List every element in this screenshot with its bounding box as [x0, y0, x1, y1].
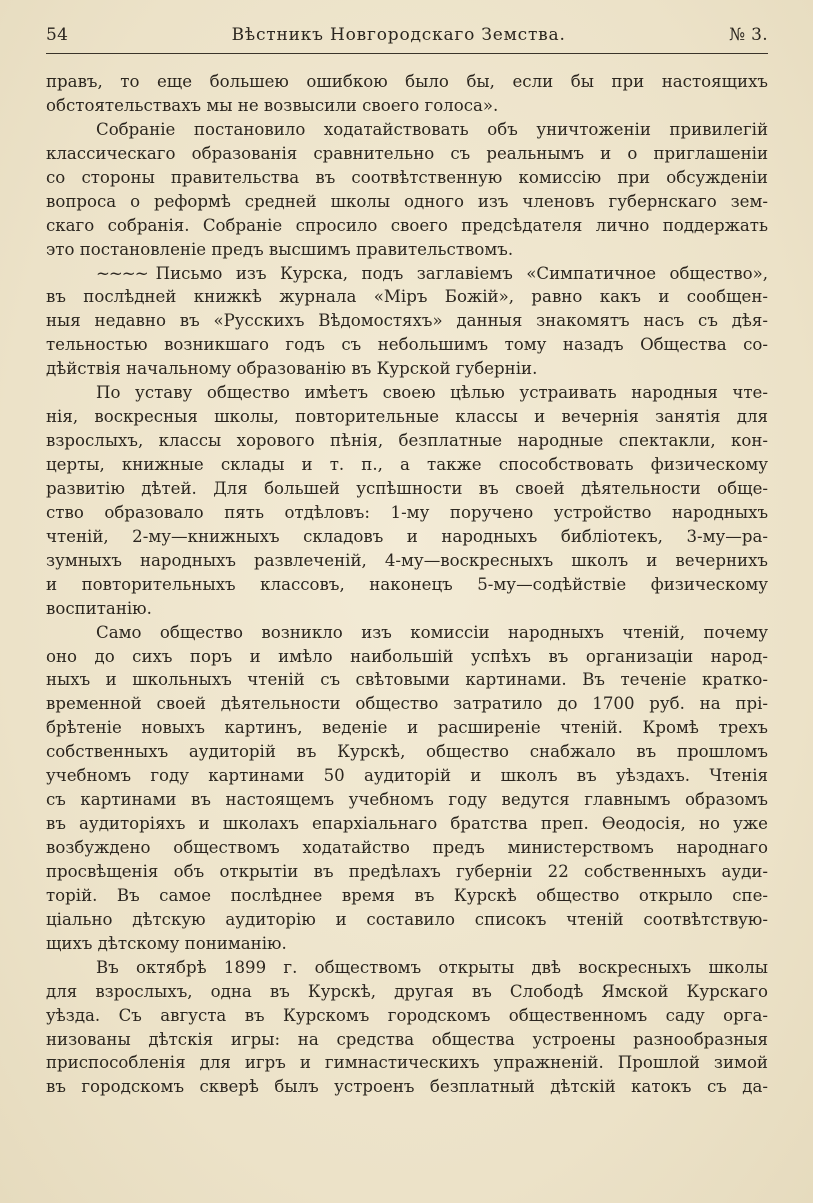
issue-number: № 3. [729, 25, 768, 45]
line-text: воспитанію. [46, 598, 152, 618]
text-line [46, 381, 768, 405]
text-line [46, 525, 768, 549]
line-text: нія, воскресныя школы, повторительные классы и вечернія занятія для [46, 407, 768, 427]
text-line [46, 357, 768, 381]
line-text: торій. Въ самое послѣднее время въ Курскѣ общество открыло спе- [46, 885, 768, 905]
text-line [46, 405, 768, 429]
line-text: взрослыхъ, классы хорового пѣнія, безплатные народные спектакли, кон- [46, 431, 768, 451]
text-line [46, 597, 768, 621]
article-body [46, 70, 768, 1099]
text-line [46, 166, 768, 190]
text-line [46, 764, 768, 788]
line-text: правъ, то еще большею ошибкою было бы, если бы при настоящихъ [46, 72, 768, 91]
line-text: зумныхъ народныхъ развлеченій, 4-му—воскресныхъ школъ и вечернихъ [46, 550, 768, 570]
line-text: и повторительныхъ классовъ, наконецъ 5-му—содѣйствіе физическому [46, 574, 768, 594]
line-text: приспособленія для игръ и гимнастическихъ упражненій. Прошлой зимой [46, 1053, 768, 1073]
text-line [46, 860, 768, 884]
text-line [46, 453, 768, 477]
line-text: учебномъ году картинами 50 аудиторій и школъ въ уѣздахъ. Чтенія [46, 766, 768, 786]
line-text: Письмо изъ Курска, подъ заглавіемъ «Симпатичное общество», [155, 263, 768, 283]
line-text: церты, книжные склады и т. п., а также способствовать физическому [46, 455, 768, 474]
line-text: чтеній, 2-му—книжныхъ складовъ и народныхъ библіотекъ, 3-му—ра- [46, 526, 768, 546]
text-line [46, 285, 768, 309]
text-line [46, 932, 768, 956]
text-line [46, 884, 768, 908]
text-line [46, 1075, 768, 1099]
section-dash-mark: ~~~~ [96, 263, 148, 283]
text-line [46, 740, 768, 764]
line-text: для взрослыхъ, одна въ Курскѣ, другая въ Слободѣ Ямской Курскаго [46, 981, 768, 1001]
line-text: въ городскомъ скверѣ былъ устроенъ безплатный дѣтскій катокъ съ да- [46, 1077, 768, 1097]
text-line [46, 908, 768, 932]
line-text: обстоятельствахъ мы не возвысили своего голоса». [46, 95, 499, 115]
text-line [46, 956, 768, 980]
running-header [46, 22, 768, 48]
text-line [46, 788, 768, 812]
line-text: Въ октябрѣ 1899 г. обществомъ открыты двѣ воскресныхъ школы [96, 957, 768, 977]
line-text: развитію дѣтей. Для большей успѣшности въ своей дѣятельности обще- [46, 478, 768, 498]
line-text: временной своей дѣятельности общество затратило до 1700 руб. на прі- [46, 694, 768, 714]
text-line [46, 549, 768, 573]
text-line [46, 668, 768, 692]
line-text: тельностью возникшаго годъ съ небольшимъ тому назадъ Общества со- [46, 335, 768, 355]
text-line [46, 645, 768, 669]
text-line [46, 1051, 768, 1075]
line-text: съ картинами въ настоящемъ учебномъ году ведутся главнымъ образомъ [46, 790, 768, 810]
line-text: это постановленіе предъ высшимъ правительствомъ. [46, 239, 514, 259]
line-text: уѣзда. Съ августа въ Курскомъ городскомъ общественномъ саду орга- [46, 1005, 768, 1025]
text-line [46, 1004, 768, 1028]
line-text: низованы дѣтскія игры: на средства общества устроены разнообразныя [46, 1029, 768, 1049]
text-line [46, 333, 768, 357]
line-text: скаго собранія. Собраніе спросило своего предсѣдателя лично поддержать [46, 215, 768, 235]
text-line [46, 501, 768, 525]
text-line [46, 621, 768, 645]
text-line [46, 980, 768, 1004]
text-line [46, 70, 768, 94]
text-line [46, 238, 768, 262]
text-line [46, 429, 768, 453]
page-number: 54 [46, 25, 69, 45]
line-text: собственныхъ аудиторій въ Курскѣ, общество снабжало въ прошломъ [46, 742, 768, 762]
text-line [46, 94, 768, 118]
text-line [46, 477, 768, 501]
line-text: со стороны правительства въ соотвѣтственную комиссію при обсужденіи [46, 167, 768, 187]
text-line [46, 309, 768, 333]
text-line [46, 716, 768, 740]
journal-title: Вѣстникъ Новгородскаго Земства. [231, 25, 566, 45]
line-text: брѣтеніе новыхъ картинъ, веденіе и расширеніе чтеній. Кромѣ трехъ [46, 718, 768, 738]
line-text: въ аудиторіяхъ и школахъ епархіальнаго братства преп. Ѳеодосія, но уже [46, 814, 768, 834]
line-text: Само общество возникло изъ комиссіи народныхъ чтеній, почему [96, 622, 768, 642]
text-line [46, 262, 768, 286]
line-text: По уставу общество имѣетъ своею цѣлью устраивать народныя чте- [96, 383, 768, 403]
line-text: щихъ дѣтскому пониманію. [46, 933, 287, 953]
text-line [46, 118, 768, 142]
text-line [46, 214, 768, 238]
line-text: ціально дѣтскую аудиторію и составило списокъ чтеній соотвѣтствую- [46, 909, 768, 929]
text-line [46, 812, 768, 836]
line-text: классическаго образованія сравнительно съ реальнымъ и о приглашеніи [46, 143, 768, 163]
line-text: вопроса о реформѣ средней школы одного изъ членовъ губернскаго зем- [46, 191, 768, 211]
line-text: въ послѣдней книжкѣ журнала «Міръ Божій», равно какъ и сообщен- [46, 287, 768, 307]
text-line [46, 142, 768, 166]
line-text: возбуждено обществомъ ходатайство предъ министерствомъ народнаго [46, 838, 768, 857]
text-line [46, 1028, 768, 1052]
text-line [46, 190, 768, 214]
line-text: ныя недавно въ «Русскихъ Вѣдомостяхъ» данныя знакомятъ насъ съ дѣя- [46, 311, 768, 331]
line-text: Собраніе постановило ходатайствовать объ уничтоженіи привилегій [96, 119, 768, 139]
text-line [46, 573, 768, 597]
text-line [46, 836, 768, 860]
line-text: ныхъ и школьныхъ чтеній съ свѣтовыми картинами. Въ теченіе кратко- [46, 670, 768, 690]
line-text: ство образовало пять отдѣловъ: 1-му поручено устройство народныхъ [46, 502, 768, 522]
line-text: дѣйствія начальному образованію въ Курской губерніи. [46, 359, 538, 379]
line-text: оно до сихъ поръ и имѣло наибольшій успѣхъ въ организаціи народ- [46, 646, 768, 666]
header-rule [46, 53, 768, 54]
text-line [46, 692, 768, 716]
line-text: просвѣщенія объ открытіи въ предѣлахъ губерніи 22 собственныхъ ауди- [46, 861, 768, 881]
